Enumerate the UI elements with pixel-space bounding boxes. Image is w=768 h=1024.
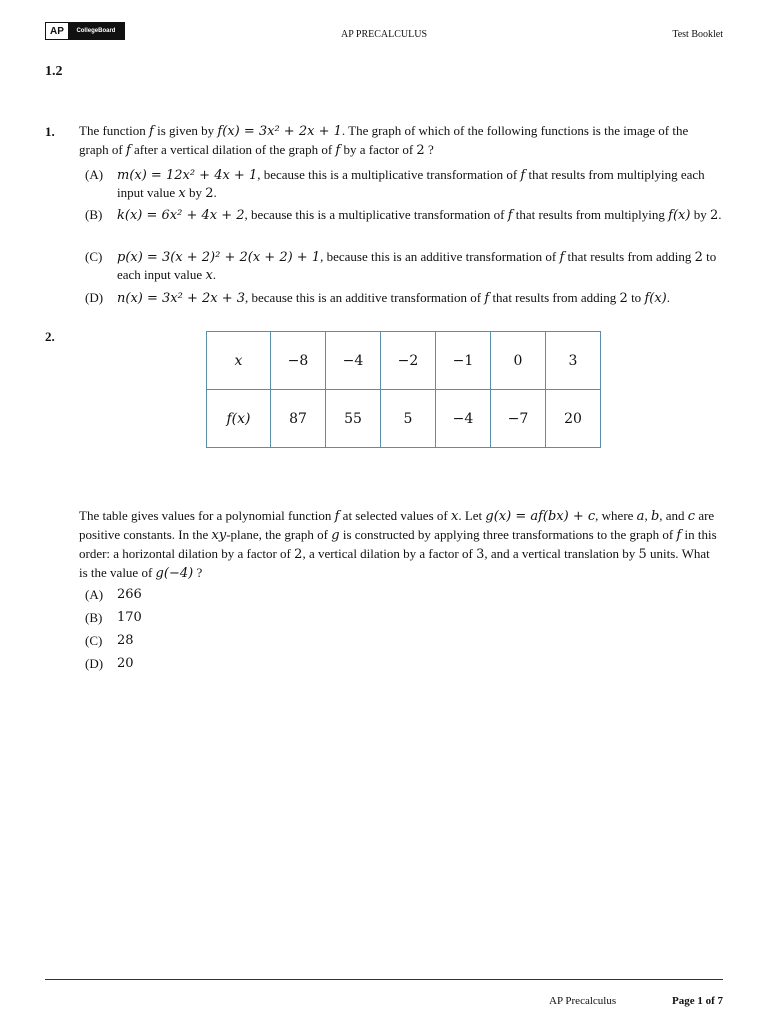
table-cell: x <box>207 332 271 390</box>
table-cell: −1 <box>436 332 491 390</box>
question-2-choice-b[interactable]: (B) 170 <box>85 610 142 625</box>
header-test-booklet: Test Booklet <box>672 29 723 40</box>
question-1-choice-d[interactable]: (D) n(x) = 3x² + 2x + 3, because this is an additive transformation of f that results from adding 2 to f(x). <box>85 290 670 306</box>
table-cell: 20 <box>546 390 601 448</box>
table-cell: 55 <box>326 390 381 448</box>
table-cell: −4 <box>436 390 491 448</box>
table-cell: f(x) <box>207 390 271 448</box>
table-cell: 87 <box>271 390 326 448</box>
header-title: AP PRECALCULUS <box>340 29 428 40</box>
table-cell: −4 <box>326 332 381 390</box>
question-2-choice-c[interactable]: (C) 28 <box>85 633 134 648</box>
question-1-choice-c[interactable]: (C) p(x) = 3(x + 2)² + 2(x + 2) + 1, because this is an additive transformation of f that results from adding 2 to each input value x. <box>85 249 717 283</box>
table-cell: −2 <box>381 332 436 390</box>
question-2-choice-a[interactable]: (A) 266 <box>85 587 142 602</box>
table-row-x <box>207 332 601 390</box>
table-cell: 0 <box>491 332 546 390</box>
table-row-fx <box>207 390 601 448</box>
table-cell: 5 <box>381 390 436 448</box>
table-cell: −7 <box>491 390 546 448</box>
question-2-stem: The table gives values for a polynomial function f at selected values of x. Let g(x) = af(bx) + c, where a, b, and c are positive constants. In the xy-plane, the graph of g is constructed by applying three transformations to the graph of f in this order: a horizontal dilation by a factor of 2, a vertical dilation by a factor of 3, and a vertical translation by 5 units. What is the value of g(−4) ? <box>79 508 717 581</box>
footer-course: AP Precalculus <box>549 995 617 1007</box>
footer-divider <box>45 979 723 980</box>
table-cell: 3 <box>546 332 601 390</box>
table-cell: −8 <box>271 332 326 390</box>
logo-collegeboard-text: CollegeBoard <box>68 23 124 39</box>
question-2-number: 2. <box>45 329 55 344</box>
question-1-choice-b[interactable]: (B) k(x) = 6x² + 4x + 2, because this is a multiplicative transformation of f that results from multiplying f(x) by 2. <box>85 207 722 223</box>
footer-page-number: Page 1 of 7 <box>671 995 723 1007</box>
section-number: 1.2 <box>45 64 63 79</box>
question-2-choice-d[interactable]: (D) 20 <box>85 656 134 671</box>
logo-ap-text: AP <box>46 23 68 39</box>
question-1-stem: The function f is given by f(x) = 3x² + 2x + 1. The graph of which of the following functions is the image of the graph of f after a vertical dilation of the graph of f by a factor of 2 ? <box>79 123 689 158</box>
question-1-number: 1. <box>45 124 55 139</box>
values-table <box>206 331 601 448</box>
question-1-choice-a[interactable]: (A) m(x) = 12x² + 4x + 1, because this is a multiplicative transformation of f that results from multiplying each input value x by 2. <box>85 167 705 201</box>
